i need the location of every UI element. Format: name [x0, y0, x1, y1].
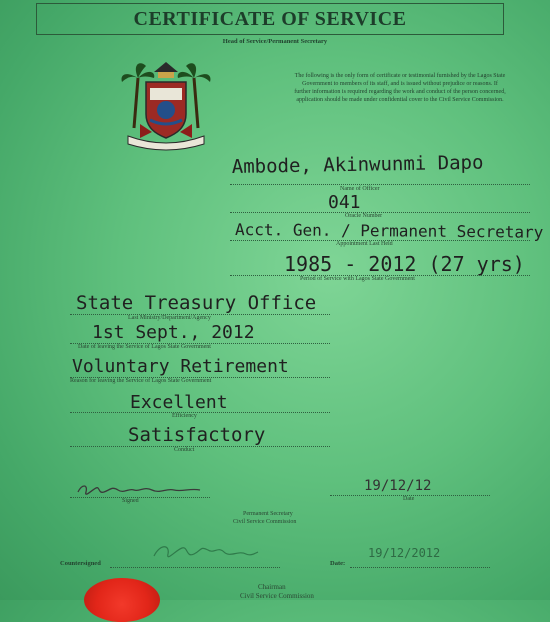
lagos-coat-of-arms [120, 58, 212, 154]
date-label: Date [403, 496, 415, 502]
countersigned-line [110, 567, 280, 568]
oracle-number-label: Oracle Number [345, 213, 383, 219]
chairman-org: Civil Service Commission [240, 592, 314, 600]
conduct-value: Satisfactory [128, 424, 266, 446]
oracle-number-value: 041 [328, 192, 361, 213]
efficiency-line [70, 412, 330, 413]
signed-date-value: 19/12/12 [364, 478, 432, 494]
last-ministry-value: State Treasury Office [76, 292, 317, 314]
chairman-title: Chairman [258, 583, 286, 591]
officer-name-line [230, 184, 530, 185]
last-ministry-label: Last Ministry/Department/Agency [128, 315, 211, 321]
countersign-date-label: Date: [330, 560, 346, 567]
officer-name-label: Name of Officer [340, 186, 380, 192]
chairman-signature [150, 540, 260, 564]
date-of-leaving-value: 1st Sept., 2012 [92, 322, 255, 343]
countersigned-label: Countersigned [60, 560, 101, 567]
conduct-label: Conduct [174, 447, 195, 453]
period-of-service-value: 1985 - 2012 (27 yrs) [284, 252, 525, 276]
signed-label: Signed [122, 498, 139, 504]
signatory-org: Civil Service Commission [233, 519, 297, 525]
appointment-value: Acct. Gen. / Permanent Secretary [235, 220, 544, 242]
countersign-date-line [350, 567, 490, 568]
title-frame [36, 3, 504, 35]
signed-line [70, 497, 210, 498]
red-seal [84, 578, 160, 622]
period-of-service-label: Period of Service with Lagos State Government [300, 276, 415, 282]
conduct-line [70, 446, 330, 447]
notice-paragraph: The following is the only form of certificate or testimonial furnished by the Lagos State Government to members of its staff, and is issued without prejudice or reasons. If further information is required regarding the work and conduct of the person concerned, application should be made under confidential cover to the Civil Service Commission. [294, 73, 506, 103]
reason-for-leaving-label: Reason for leaving the Service of Lagos State Government [70, 378, 212, 384]
certificate-title: CERTIFICATE OF SERVICE [133, 8, 407, 30]
reason-for-leaving-value: Voluntary Retirement [72, 356, 289, 377]
efficiency-label: Efficiency [172, 413, 197, 419]
certificate-subtitle: Head of Service/Permanent Secretary [222, 38, 328, 45]
countersign-date-value: 19/12/2012 [368, 546, 441, 560]
signatory-title: Permanent Secretary [243, 511, 293, 517]
efficiency-value: Excellent [130, 392, 228, 413]
officer-name-value: Ambode, Akinwunmi Dapo [231, 151, 484, 178]
appointment-label: Appointment Last Held [336, 241, 393, 247]
date-of-leaving-label: Date of leaving the Service of Lagos State Government [78, 344, 211, 350]
